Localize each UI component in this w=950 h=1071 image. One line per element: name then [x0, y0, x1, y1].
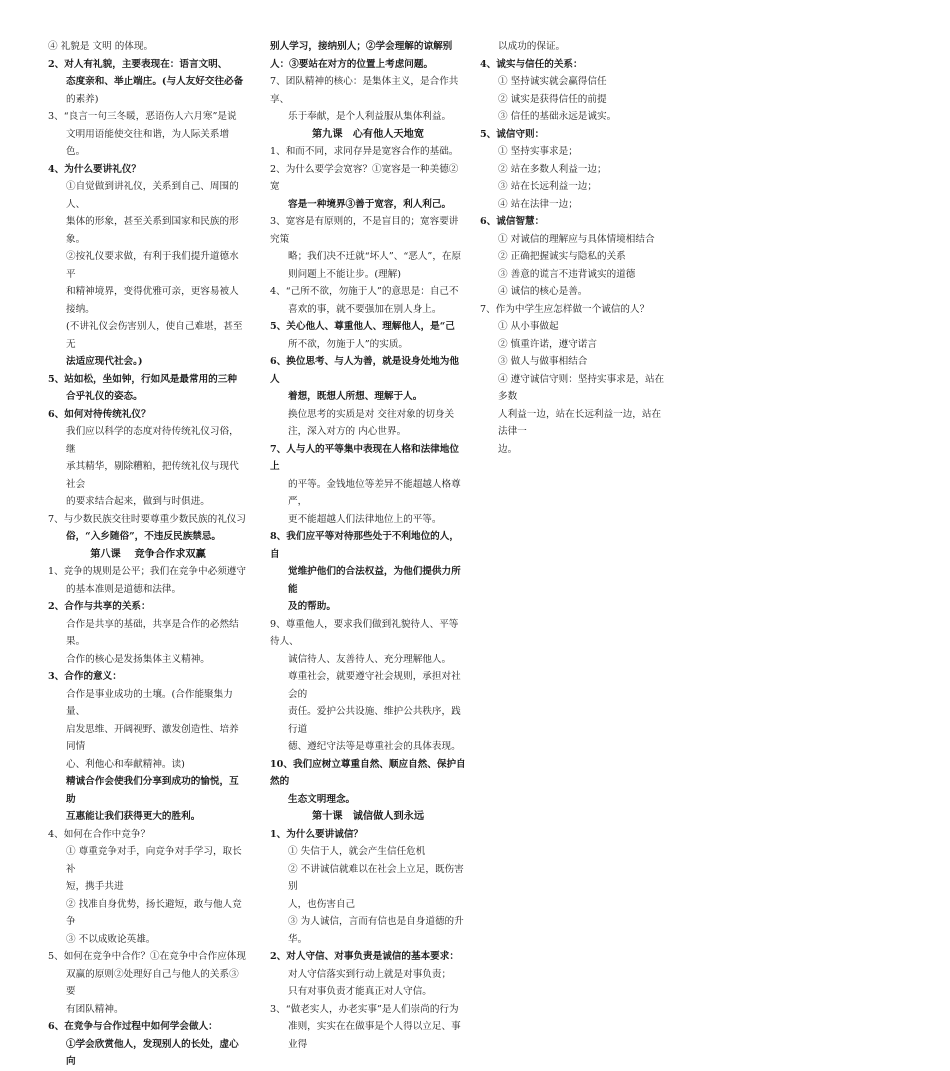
text-line: 准则，实实在在做事是个人得以立足、事业得 [288, 1021, 461, 1050]
text-line: 文明用语能使交往和谐，为人际关系增色。 [66, 128, 230, 157]
column-right [480, 38, 670, 458]
question-heading: 3、合作的意义： [48, 671, 122, 682]
text-line: 2、为什么要学会宽容？①宽容是一种美德②宽 [270, 163, 459, 192]
question-heading: 7、作为中学生应怎样做一个诚信的人？ [480, 303, 650, 315]
text-line: 换位思考的实质是对 交往对象的切身关 [288, 408, 455, 420]
text-line: ③ 做人与做事相结合 [498, 356, 588, 367]
question-heading: 1、为什么要讲诚信？ [270, 828, 364, 840]
text-line: ③ 为人诚信，言而有信也是自身道德的升华。 [288, 916, 464, 945]
text-line: 所不欲，勿施于人”的实质。 [288, 338, 409, 350]
text-line: 合作是事业成功的土壤。(合作能聚集力量、 [66, 688, 233, 717]
text-line: ② 正确把握诚实与隐私的关系 [498, 251, 626, 262]
text-line: 9、尊重他人，要求我们做到礼貌待人、平等待人、 [270, 618, 459, 647]
text-line: ④ 站在法律一边； [498, 198, 578, 210]
question-heading: 4、诚实与信任的关系： [480, 58, 583, 70]
text-line: 5、如何在竞争中合作？①在竞争中合作应体现 [48, 951, 246, 962]
text-line: ③ 不以成败论英雄。 [66, 933, 156, 945]
text-line: 尊重社会，就要遵守社会规则，承担对社会的 [288, 671, 461, 700]
lesson-heading: 第九课 心有他人天地宽 [311, 127, 425, 140]
question-heading: 6、在竞争与合作过程中如何学会做人： [48, 1021, 218, 1032]
column-left [48, 38, 248, 1071]
text-line: ② 不讲诚信就难以在社会上立足，既伤害别 [288, 863, 464, 892]
text-line: 略；我们决不迁就“坏人”、“恶人”，在原 [288, 251, 462, 262]
text-line: 心、利他心和奉献精神。读) [66, 758, 185, 770]
text-line: 集体的形象，甚至关系到国家和民族的形象。 [66, 216, 239, 245]
text-line: 及的帮助。 [288, 601, 336, 612]
text-line: 人：③要站在对方的位置上考虑问题。 [270, 58, 434, 70]
text-line: 双赢的原则②处理好自己与他人的关系③要 [66, 968, 239, 997]
question-heading: 2、合作与共享的关系： [48, 601, 151, 612]
text-line: ② 站在多数人利益一边； [498, 163, 607, 175]
text-line: 生态文明理念。 [288, 793, 356, 805]
text-line: ③ 站在长远利益一边； [498, 181, 597, 192]
text-line: 5、关心他人、尊重他人、理解他人，是“己 [270, 321, 455, 332]
text-line: 3、“良言一句三冬暖，恶语伤人六月寒”是说 [48, 111, 237, 122]
text-line: 的要求结合起来，做到与时俱进。 [66, 496, 210, 507]
text-line: (不讲礼仪会伤害别人，使自己难堪，甚至无 [66, 321, 243, 350]
text-line: 6、换位思考、与人为善，就是设身处地为他人 [270, 356, 459, 385]
text-line: 7、与少数民族交往时要尊重少数民族的礼仪习 [48, 513, 246, 525]
text-line: 着想，既想人所想、理解于人。 [288, 391, 423, 402]
text-line: 人，也伤害自己 [288, 898, 356, 910]
text-line: 合乎礼仪的姿态。 [66, 391, 143, 402]
text-line: ② 诚实是获得信任的前提 [498, 93, 607, 105]
text-line: 8、我们应平等对待那些处于不利地位的人，自 [270, 531, 459, 560]
text-line: 俗，“入乡随俗”，不违反民族禁忌。 [66, 531, 221, 542]
text-line: 有团队精神。 [66, 1003, 124, 1015]
text-line: 互惠能让我们获得更大的胜利。 [66, 811, 201, 822]
text-line: 诚信待人、友善待人、充分理解他人。 [288, 653, 452, 665]
text-line: 以成功的保证。 [498, 41, 566, 52]
text-line: ① 失信于人，就会产生信任危机 [288, 846, 426, 857]
text-line: ③ 信任的基础永远是诚实。 [498, 111, 617, 122]
text-line: ② 慎重许诺，遵守诺言 [498, 338, 597, 350]
text-line: ①学会欣赏他人，发现别人的长处，虚心向 [66, 1038, 239, 1067]
text-line: 注，深入对方的 内心世界。 [288, 426, 407, 437]
text-line: 和精神境界，变得优雅可亲，更容易被人接纳。 [66, 286, 239, 315]
text-line: 喜欢的事，就不要强加在别人身上。 [288, 303, 442, 315]
text-line: ① 对诚信的理解应与具体情境相结合 [498, 233, 655, 245]
text-line: 我们应以科学的态度对待传统礼仪习俗，继 [66, 426, 239, 455]
text-line: 启发思维、开阔视野、激发创造性、培养同情 [66, 723, 239, 752]
question-heading: 2、对人守信、对事负责是诚信的基本要求： [270, 951, 459, 962]
text-line: ① 尊重竞争对手，向竞争对手学习，取长补 [66, 846, 242, 875]
text-line: 2、对人有礼貌，主要表现在：语言文明、 [48, 58, 228, 70]
question-heading: 4、为什么要讲礼仪？ [48, 163, 142, 175]
text-line: 1、和而不同，求同存异是宽容合作的基础。 [270, 146, 459, 157]
text-line: 合作是共享的基础，共享是合作的必然结果。 [66, 618, 239, 647]
text-line: ④ 遵守诚信守则：坚持实事求是，站在多数 [498, 373, 665, 402]
text-line: ③ 善意的谎言不违背诚实的道德 [498, 268, 636, 280]
text-line: 觉维护他们的合法权益，为他们提供力所能 [288, 566, 461, 595]
text-line: 德、遵纪守法等是尊重社会的具体表现。 [288, 741, 461, 752]
text-line: ① 坚持实事求是； [498, 146, 578, 157]
text-line: ①自觉做到讲礼仪，关系到自己、周围的人、 [66, 181, 239, 210]
text-line: ① 坚持诚实就会赢得信任 [498, 76, 607, 87]
text-line: 承其精华，剔除糟粕，把传统礼仪与现代社会 [66, 461, 239, 490]
text-line: ① 从小事做起 [498, 321, 559, 332]
text-line: 的基本准则是道德和法律。 [66, 583, 182, 595]
text-line: 精诚合作会使我们分享到成功的愉悦，互助 [66, 776, 239, 805]
text-line: 7、人与人的平等集中表现在人格和法律地位上 [270, 443, 459, 472]
text-line: 10、我们应树立尊重自然、顺应自然、保护自然的 [270, 758, 466, 787]
text-line: 5、站如松，坐如钟，行如风是最常用的三种 [48, 373, 237, 385]
text-line: 只有对事负责才能真正对人守信。 [288, 986, 432, 997]
text-line: 更不能超越人们法律地位上的平等。 [288, 513, 442, 525]
text-line: 法适应现代社会。) [66, 356, 143, 367]
text-line: 责任。爱护公共设施、维护公共秩序，践行道 [288, 706, 461, 735]
text-line: 合作的核心是发扬集体主义精神。 [66, 653, 210, 665]
text-line: 4、“己所不欲，勿施于人”的意思是：自己不 [270, 286, 459, 297]
question-heading: 5、诚信守则： [480, 128, 545, 140]
text-line: ④ 礼貌是 文明 的体现。 [48, 41, 154, 52]
text-line: 3、宽容是有原则的，不是盲目的；宽容要讲究策 [270, 216, 459, 245]
text-line: 则问题上不能让步。(理解) [288, 268, 402, 280]
text-line: 边。 [498, 443, 518, 455]
text-line: 1、竞争的规则是公平；我们在竞争中必须遵守 [48, 566, 246, 577]
text-line: 人利益一边，站在长远利益一边，站在法律一 [498, 408, 662, 437]
text-line: 对人守信落实到行动上就是对事负责； [288, 968, 452, 980]
column-middle [270, 38, 466, 1053]
text-line: 7、团队精神的核心：是集体主义，是合作共享、 [270, 76, 459, 105]
text-line: 乐于奉献，是个人利益服从集体利益。 [288, 111, 452, 122]
text-line: 的平等。金钱地位等差异不能超越人格尊严， [288, 478, 461, 507]
text-line: ④ 诚信的核心是善。 [498, 286, 588, 297]
text-line: 态度亲和、举止端庄。(与人友好交往必备 [66, 76, 244, 87]
question-heading: 6、如何对待传统礼仪？ [48, 408, 151, 420]
text-line: ② 找准自身优势，扬长避短，敢与他人竞争 [66, 898, 242, 927]
text-line: ②按礼仪要求做，有利于我们提升道德水平 [66, 251, 239, 280]
text-line: 的素养) [66, 93, 99, 105]
text-line: 容是一种境界③善于宽容，利人利己。 [288, 198, 452, 210]
question-heading: 6、诚信智慧： [480, 216, 545, 227]
question-heading: 4、如何在合作中竞争？ [48, 828, 151, 840]
text-line: 3、“做老实人，办老实事”是人们崇尚的行为 [270, 1003, 459, 1015]
text-line: 短，携手共进 [66, 881, 124, 892]
lesson-heading: 第十课 诚信做人到永远 [311, 810, 425, 822]
lesson-heading: 第八课 竞争合作求双赢 [90, 547, 206, 560]
text-line: 别人学习，接纳别人；②学会理解的谅解别 [270, 41, 453, 52]
